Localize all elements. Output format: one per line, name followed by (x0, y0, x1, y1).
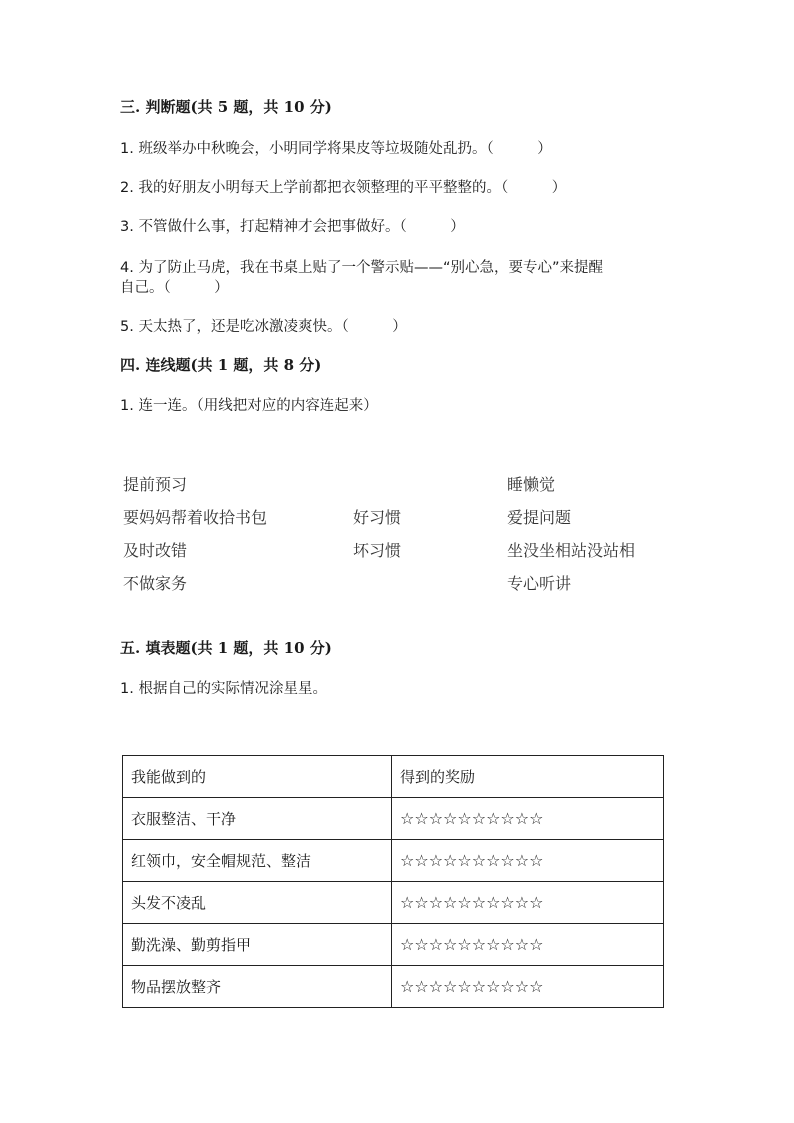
judge-question-1: 1. 班级举办中秋晚会，小明同学将果皮等垃圾随处乱扔。（ ） (120, 141, 552, 157)
match-right-item: 爱提问题 (507, 508, 572, 527)
judge-question-3: 3. 不管做什么事，打起精神才会把事做好。（ ） (120, 219, 465, 235)
judge-question-5: 5. 天太热了，还是吃冰激凌爽快。（ ） (120, 319, 407, 335)
table-cell-stars[interactable]: ☆☆☆☆☆☆☆☆☆☆ (392, 924, 664, 966)
match-middle-item: 坏习惯 (353, 541, 402, 560)
match-left-item: 提前预习 (123, 475, 188, 494)
table-header-row (123, 756, 664, 798)
table-cell-item: 红领巾，安全帽规范、整洁 (123, 840, 392, 882)
match-question: 1. 连一连。（用线把对应的内容连起来） (120, 398, 378, 414)
match-right-item: 专心听讲 (507, 574, 572, 593)
table-row (123, 966, 664, 1008)
judge-question-2: 2. 我的好朋友小明每天上学前都把衣领整理的平平整整的。（ ） (120, 180, 567, 196)
section3-heading: 三. 判断题(共 5 题，共 10 分) (120, 98, 332, 116)
table-cell-stars[interactable]: ☆☆☆☆☆☆☆☆☆☆ (392, 840, 664, 882)
table-cell-item: 物品摆放整齐 (123, 966, 392, 1008)
match-left-item: 及时改错 (123, 541, 188, 560)
table-cell-stars[interactable]: ☆☆☆☆☆☆☆☆☆☆ (392, 798, 664, 840)
table-header-cell: 我能做到的 (123, 756, 392, 798)
section4-heading: 四. 连线题(共 1 题，共 8 分) (120, 356, 322, 374)
match-middle-item: 好习惯 (353, 508, 402, 527)
table-cell-item: 头发不凌乱 (123, 882, 392, 924)
match-left-item: 不做家务 (123, 574, 188, 593)
match-right-item: 睡懒觉 (507, 475, 556, 494)
table-question: 1. 根据自己的实际情况涂星星。 (120, 681, 327, 697)
judge-question-4-cont: 自己。（ ） (120, 280, 229, 296)
judge-question-4: 4. 为了防止马虎，我在书桌上贴了一个警示贴——“别心急，要专心”来提醒 (120, 260, 603, 276)
table-row (123, 798, 664, 840)
table-cell-item: 衣服整洁、干净 (123, 798, 392, 840)
table-cell-stars[interactable]: ☆☆☆☆☆☆☆☆☆☆ (392, 882, 664, 924)
section5-heading: 五. 填表题(共 1 题，共 10 分) (120, 639, 332, 657)
table-cell-item: 勤洗澡、勤剪指甲 (123, 924, 392, 966)
table-row (123, 840, 664, 882)
reward-table (122, 755, 664, 1008)
table-header-cell: 得到的奖励 (392, 756, 664, 798)
match-right-item: 坐没坐相站没站相 (507, 541, 636, 560)
table-row (123, 924, 664, 966)
table-cell-stars[interactable]: ☆☆☆☆☆☆☆☆☆☆ (392, 966, 664, 1008)
match-left-item: 要妈妈帮着收拾书包 (123, 508, 268, 527)
table-row (123, 882, 664, 924)
